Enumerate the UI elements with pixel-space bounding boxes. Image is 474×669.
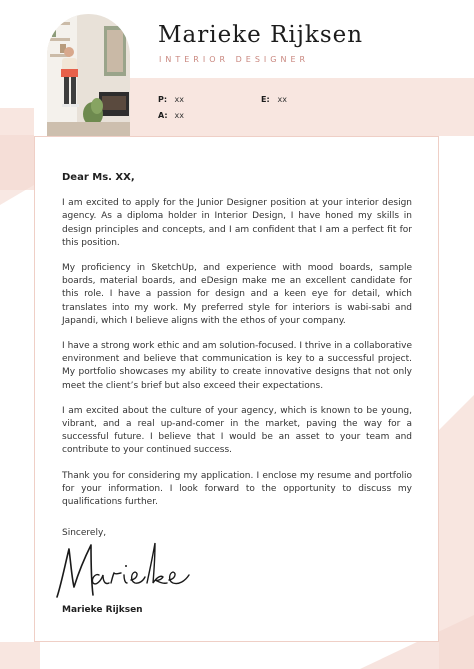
paragraph-thanks: Thank you for considering my application. I enclose my resume and portfolio for your information. I look forward to the opportunity to discuss my qualifications further. xyxy=(62,470,412,508)
candidate-name: Marieke Rijksen xyxy=(158,22,364,48)
contact-email xyxy=(261,95,287,104)
closing: Sincerely, xyxy=(62,528,107,538)
cover-letter-card xyxy=(34,136,439,642)
phone-label: P: xyxy=(158,95,168,104)
contact-address xyxy=(158,111,184,120)
paragraph-intro: I am excited to apply for the Junior Designer position at your interior design agency. As a diploma holder in Interior Design, I have honed my skills in design principles and concepts, and I am confident that I am a perfect fit for this position. xyxy=(62,198,412,248)
paragraph-culture: I am excited about the culture of your agency, which is known to be young, vibrant, and a real up-and-comer in the market, paving the way for a successful future. I believe that I would be an asset to your team and contribute to your continued success. xyxy=(62,405,412,456)
paragraph-skills: My proficiency in SketchUp, and experience with mood boards, sample boards, material boards, and eDesign make me an excellent candidate for this role. I have a passion for design and a keen eye for detail, which translates into my work. My preferred style for interiors is wabi-sabi and Japandi, which I believe aligns with the ethos of your company. xyxy=(62,263,412,326)
email-label: E: xyxy=(261,95,270,104)
profile-photo xyxy=(47,14,130,136)
job-title: INTERIOR DESIGNER xyxy=(159,55,310,64)
paragraph-work-ethic: I have a strong work ethic and am solution-focused. I thrive in a collaborative environment and believe that communication is key to a successful project. My portfolio showcases my ability to create innovative designs that not only meet the client’s brief but also exceed their expectations. xyxy=(62,341,412,391)
email-value: xx xyxy=(277,95,288,104)
handwritten-signature xyxy=(51,535,231,607)
letter-body xyxy=(62,171,412,521)
address-value: xx xyxy=(174,111,185,120)
salutation: Dear Ms. XX, xyxy=(62,172,135,183)
phone-value: xx xyxy=(174,95,185,104)
contact-phone xyxy=(158,95,184,104)
address-label: A: xyxy=(158,111,168,120)
signer-name: Marieke Rijksen xyxy=(62,605,143,615)
